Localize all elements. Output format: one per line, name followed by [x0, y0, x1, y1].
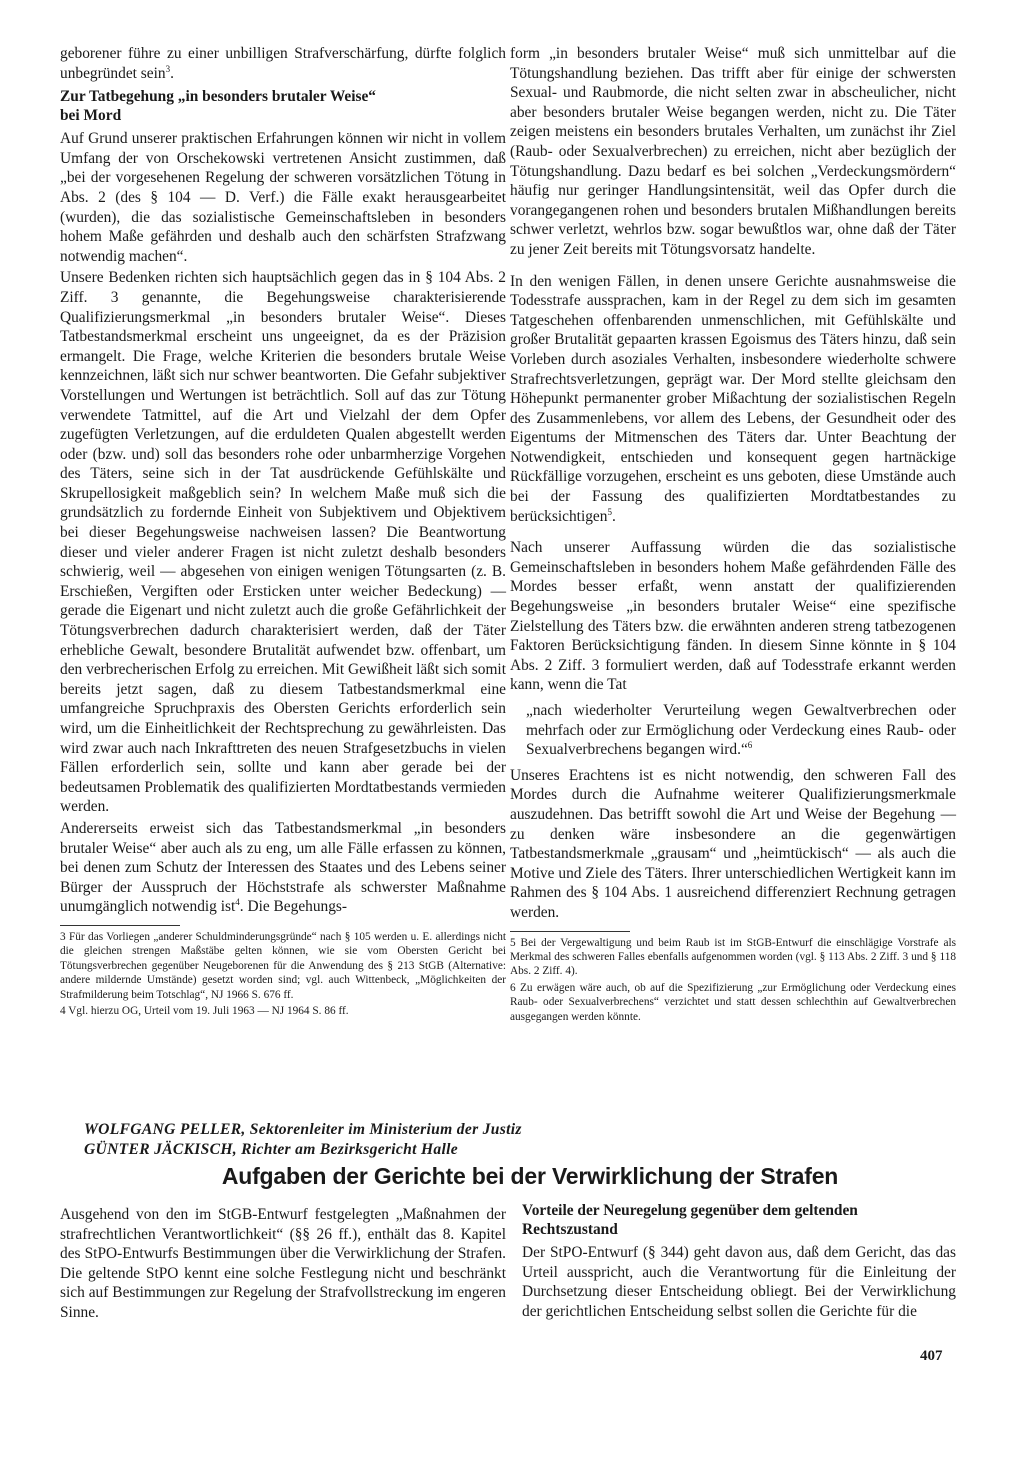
paragraph-text: .: [170, 64, 174, 82]
author-line: GÜNTER JÄCKISCH, Richter am Bezirksgericht Halle: [84, 1141, 458, 1158]
paragraph: [60, 44, 506, 83]
block-quote: [526, 701, 956, 760]
page-number: 407: [920, 1348, 943, 1364]
article-authors: [84, 1120, 684, 1160]
paragraph: Ausgehend von den im StGB-Entwurf festgelegten „Maßnahmen der strafrechtlichen Verantwortlichkeit“ (§§ 26 ff.), enthält das 8. Kapitel des StPO-Entwurfs Bestimmungen über die Verwirklichung der Strafen. Die geltende StPO kennt eine solche Festlegung nicht und beschränkt sich auf Bestimmungen zur Regelung der Strafvollstreckung im engeren Sinne.: [60, 1206, 506, 1321]
article-right-column: [522, 1197, 956, 1321]
footnote-ref[interactable]: 5: [607, 506, 612, 517]
footnote: 5 Bei der Vergewaltigung und beim Raub ist im StGB-Entwurf die einschlägige Vorstrafe als Merkmal des schweren Falles ebenfalls aufgenommen worden (vgl. § 113 Abs. 2 Ziff. 3 und § 118 Abs. 2 Ziff. 4).: [510, 936, 956, 978]
paragraph-text: In den wenigen Fällen, in denen unsere Gerichte ausnahmsweise die Todesstrafe aussprachen, kam in der Regel zu dem sich im gesamten Tatgeschehen offenbarenden unmenschlichen, mit Gefühlskälte und großer Brutalität gepaarten krassen Egoismus des Täters hinzu, daß sein Vorleben durch asoziales Verhalten, insbesondere wiederholte schwere Strafrechtsverletzungen, geprägt war. Der Mord stellte gleichsam den Höhepunkt permanenter grober Mißachtung der sozialistischen Regeln des Zusammenlebens, vor allem des Lebens, der Gesundheit oder des Eigentums der Mitmenschen des Täters dar. Unter Beachtung der Notwendigkeit, entschieden und konsequent gegen hartnäckige Rückfällige vorzugehen, erscheint es uns geboten, diese Umstände auch bei der Fassung des qualifizierten Mordtatbestandes zu berücksichtigen: [510, 272, 956, 525]
section-heading: Vorteile der Neuregelung gegenüber dem geltenden Rechtszustand: [522, 1202, 858, 1238]
section-heading: [60, 87, 506, 125]
paragraph: [510, 272, 956, 527]
footnote-divider: [510, 931, 630, 932]
paragraph: Unseres Erachtens ist es nicht notwendig, den schweren Fall des Mordes durch die Aufnahme weiterer Qualifizierungsmerkmale auszudehnen. Das betrifft sowohl die Art und Weise der Begehung — zu denken wäre insbesondere an die gegenwärtigen Tatbestandsmerkmale „grausam“ und „heimtückisch“ — als auch die Motive und Ziele des Täters. Ihrer unterschiedlichen Wertigkeit kann im Rahmen des § 104 Abs. 1 ausreichend differenziert Rechnung getragen werden.: [510, 766, 956, 921]
paragraph: Unsere Bedenken richten sich hauptsächlich gegen das in § 104 Abs. 2 Ziff. 3 genannte, die Begehungsweise charakterisierende Qualifizierungsmerkmal „in besonders brutaler Weise“. Dieses Tatbestandsmerkmal erscheint uns ungeeignet, da es der Präzision ermangelt. Die Frage, welche Kriterien die besonders brutale Weise kennzeichnen, läßt sich nur schwer beantworten. Die Gefahr subjektiver Vorstellungen und Wertungen ist beträchtlich. Soll auf das zur Tötung verwendete Tatmittel, auf die Art und Vielzahl der dem Opfer zugefügten Verletzungen, auf die erduldeten Qualen abgestellt werden oder (bzw. und) soll das besonders rohe oder unbarmherzige Vorgehen des Täters, seine sich in der Tat ausdrückende Gefühlskälte und Skrupellosigkeit maßgeblich sein? In welchem Maße muß sich die grundsätzlich zu fordernde Einheit von Subjektivem und Objektivem bei dieser Begehungsweise nachweisen lassen? Die Beantwortung dieser und vieler anderer Fragen ist nicht zuletzt deshalb besonders schwierig, weil — abgesehen von einigen wenigen Tötungsarten (z. B. Erschießen, Vergiften oder Ersticken unter weicher Bedeckung) — gerade die Eigenart und nicht zuletzt auch die große Gefährlichkeit der Tötungsverbrechen dadurch charakterisiert werden, daß der Täter erhebliche Gewalt, besondere Brutalität aufwendet bzw. offenbart, um den verbrecherischen Erfolg zu erreichen. Mit Gewißheit läßt sich somit bereits jetzt sagen, daß zu diesem Tatbestandsmerkmal eine umfangreiche Spruchpraxis des Obersten Gerichts erforderlich sein wird, um die Einheitlichkeit der Rechtsprechung zu gewährleisten. Das wird zwar auch nach Inkrafttreten des neuen Strafgesetzbuchs in vielen Fällen erforderlich sein, sollte und kann aber gerade bei der bedeutsamen Problematik des qualifizierten Mordtatbestands vermieden werden.: [60, 269, 506, 816]
footnote: 3 Für das Vorliegen „anderer Schuldminderungsgründe“ nach § 105 werden u. E. allerdings nicht die gleichen strengen Maßstäbe gelten können, wie sie vom Obersten Gericht bei Tötungsverbrechen gegenüber Neugeborenen für die Anwendung des § 213 StGB (Alternative: andere mildernde Umstände) gesetzt worden sind; vgl. auch Wittenbeck, „Möglichkeiten der Strafmilderung beim Totschlag“, NJ 1966 S. 676 ff.: [60, 930, 506, 1001]
footnote-divider: [60, 925, 180, 926]
paragraph-text: .: [611, 507, 616, 525]
right-column: [510, 44, 956, 1024]
footnote-ref[interactable]: 4: [235, 897, 240, 908]
article-title: Aufgaben der Gerichte bei der Verwirklichung der Strafen: [221, 1163, 839, 1189]
left-column: [60, 44, 506, 1018]
paragraph: Auf Grund unserer praktischen Erfahrungen können wir nicht in vollem Umfang der von Orschekowski vertretenen Ansicht zustimmen, daß „bei der vorgesehenen Regelung der schweren vorsätzlichen Tötung in Abs. 2 (des § 104 — D. Verf.) die Fälle exakt herausgearbeitet (wurden), die das sozialistische Gemeinschaftsleben in besonders hohem Maße gefährden und deshalb auch den schärfsten Strafzwang notwendig machen“.: [60, 130, 506, 265]
paragraph-text: geborener führe zu einer unbilligen Strafverschärfung, dürfte folglich unbegründet sein: [60, 45, 506, 82]
footnote: 4 Vgl. hierzu OG, Urteil vom 19. Juli 1963 — NJ 1964 S. 86 ff.: [60, 1004, 349, 1017]
paragraph-text: . Die Begehungs-: [239, 898, 348, 916]
block-quote-text: „nach wiederholter Verurteilung wegen Gewaltverbrechen oder mehrfach oder zur Ermöglichung oder Verdeckung eines Raub- oder Sexualverbrechens begangen wird.“: [526, 702, 956, 759]
footnote-ref[interactable]: 3: [165, 63, 171, 74]
paragraph: Nach unserer Auffassung würden die das sozialistische Gemeinschaftsleben in besonders hohem Maße gefährdenden Fälle des Mordes besser erfaßt, wenn anstatt der qualifizierenden Begehungsweise „in besonders brutaler Weise“ eine spezifische Zielstellung des Täters bzw. die erwähnten anderen streng tatbezogenen Faktoren Berücksichtigung fänden. In diesem Sinne könnte in § 104 Abs. 2 Ziff. 3 formuliert werden, daß auf Todesstrafe erkannt werden kann, wenn die Tat: [510, 539, 956, 694]
paragraph-text: Andererseits erweist sich das Tatbestandsmerkmal „in besonders brutaler Weise“ aber auch als zu eng, um alle Fälle erfassen zu können, bei denen zum Schutz der Interessen des Staates und des Lebens seiner Bürger der Ausspruch der Höchststrafe als schwerster Maßnahme unumgänglich notwendig ist: [60, 819, 506, 916]
article-left-column: [60, 1205, 506, 1323]
paragraph: form „in besonders brutaler Weise“ muß sich unmittelbar auf die Tötungshandlung beziehen. Das trifft aber für einige der schwersten Sexual- und Raubmorde, die nicht selten zwar in abscheulicher, nicht aber besonders brutaler Weise begangen werden, nicht zu. Die Täter zeigen meistens ein besonders brutales Verhalten, um zunächst ihr Ziel (Raub- oder Sexualverbrechen) zu erreichen, nicht aber bezüglich der Tötungshandlung. Dazu bedarf es bei solchen „Verdeckungsmördern“ häufig nur geringer Handlungsintensität, weil das Opfer durch die vorangegangenen rohen und besonders brutalen Mißhandlungen bereits schwer verletzt, wehrlos bzw. sogar bewußtlos war, ohne daß der Täter zu jener Zeit bereits mit Tötungsvorsatz handelte.: [510, 45, 956, 258]
author-line: WOLFGANG PELLER, Sektorenleiter im Ministerium der Justiz: [84, 1121, 522, 1138]
paragraph: Der StPO-Entwurf (§ 344) geht davon aus, daß dem Gericht, das das Urteil ausspricht, auch die Verantwortung für die Einleitung der Durchsetzung dieser Entscheidung obliegt. Bei der Verwirklichung der gerichtlichen Entscheidung selbst sollen die Gerichte für die: [522, 1244, 956, 1320]
section-heading-line: bei Mord: [60, 107, 122, 125]
footnote: 6 Zu erwägen wäre auch, ob auf die Spezifizierung „zur Ermöglichung oder Verdeckung eines Raub- oder Sexualverbrechens“ verzichtet und statt dessen schlechthin auf Gewaltverbrechen ausgegangen werden könnte.: [510, 981, 956, 1023]
footnote-ref[interactable]: 6: [747, 740, 753, 751]
section-heading-line: Zur Tatbegehung „in besonders brutaler Weise“: [60, 88, 376, 106]
paragraph: [60, 819, 506, 917]
